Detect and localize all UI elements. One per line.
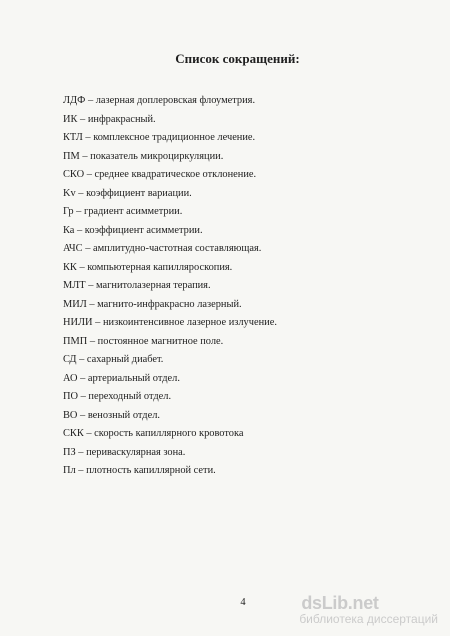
list-item: КК – компьютерная капилляроскопия. bbox=[63, 261, 233, 273]
page-number: 4 bbox=[240, 597, 246, 608]
list-item: Гр – градиент асимметрии. bbox=[63, 206, 183, 217]
watermark-logo[interactable] bbox=[299, 594, 438, 626]
list-item: Пл – плотность капиллярной сети. bbox=[63, 465, 216, 476]
list-item: ПЗ – периваскулярная зона. bbox=[63, 446, 186, 458]
list-item: ЛДФ – лазерная доплеровская флоуметрия. bbox=[63, 95, 256, 106]
list-item: НИЛИ – низкоинтенсивное лазерное излучение. bbox=[63, 317, 277, 328]
list-item: МЛТ – магнитолазерная терапия. bbox=[63, 280, 211, 291]
list-item: Ка – коэффициент асимметрии. bbox=[63, 224, 203, 236]
list-item: ПО – переходный отдел. bbox=[63, 391, 172, 402]
list-item: КТЛ – комплексное традиционное лечение. bbox=[63, 132, 256, 143]
list-item: ВО – венозный отдел. bbox=[63, 409, 160, 421]
watermark-subtitle: библиотека диссертаций bbox=[299, 612, 438, 626]
list-item: ИК – инфракрасный. bbox=[63, 113, 156, 125]
list-item: СД – сахарный диабет. bbox=[63, 354, 164, 365]
list-item: МИЛ – магнито-инфракрасно лазерный. bbox=[63, 298, 242, 310]
list-item: СКК – скорость капиллярного кровотока bbox=[63, 428, 244, 439]
list-item: АО – артериальный отдел. bbox=[63, 372, 180, 384]
list-item: ПМП – постоянное магнитное поле. bbox=[63, 335, 224, 347]
list-item: СКО – среднее квадратическое отклонение. bbox=[63, 169, 257, 180]
list-item: Kv – коэффициент вариации. bbox=[63, 187, 192, 199]
list-item: АЧС – амплитудно-частотная составляющая. bbox=[63, 243, 262, 254]
watermark-brand: dsLib.net bbox=[301, 593, 379, 613]
page-title: Список сокращений: bbox=[175, 51, 300, 66]
abbreviation-list bbox=[63, 92, 277, 481]
list-item: ПМ – показатель микроциркуляции. bbox=[63, 150, 224, 162]
